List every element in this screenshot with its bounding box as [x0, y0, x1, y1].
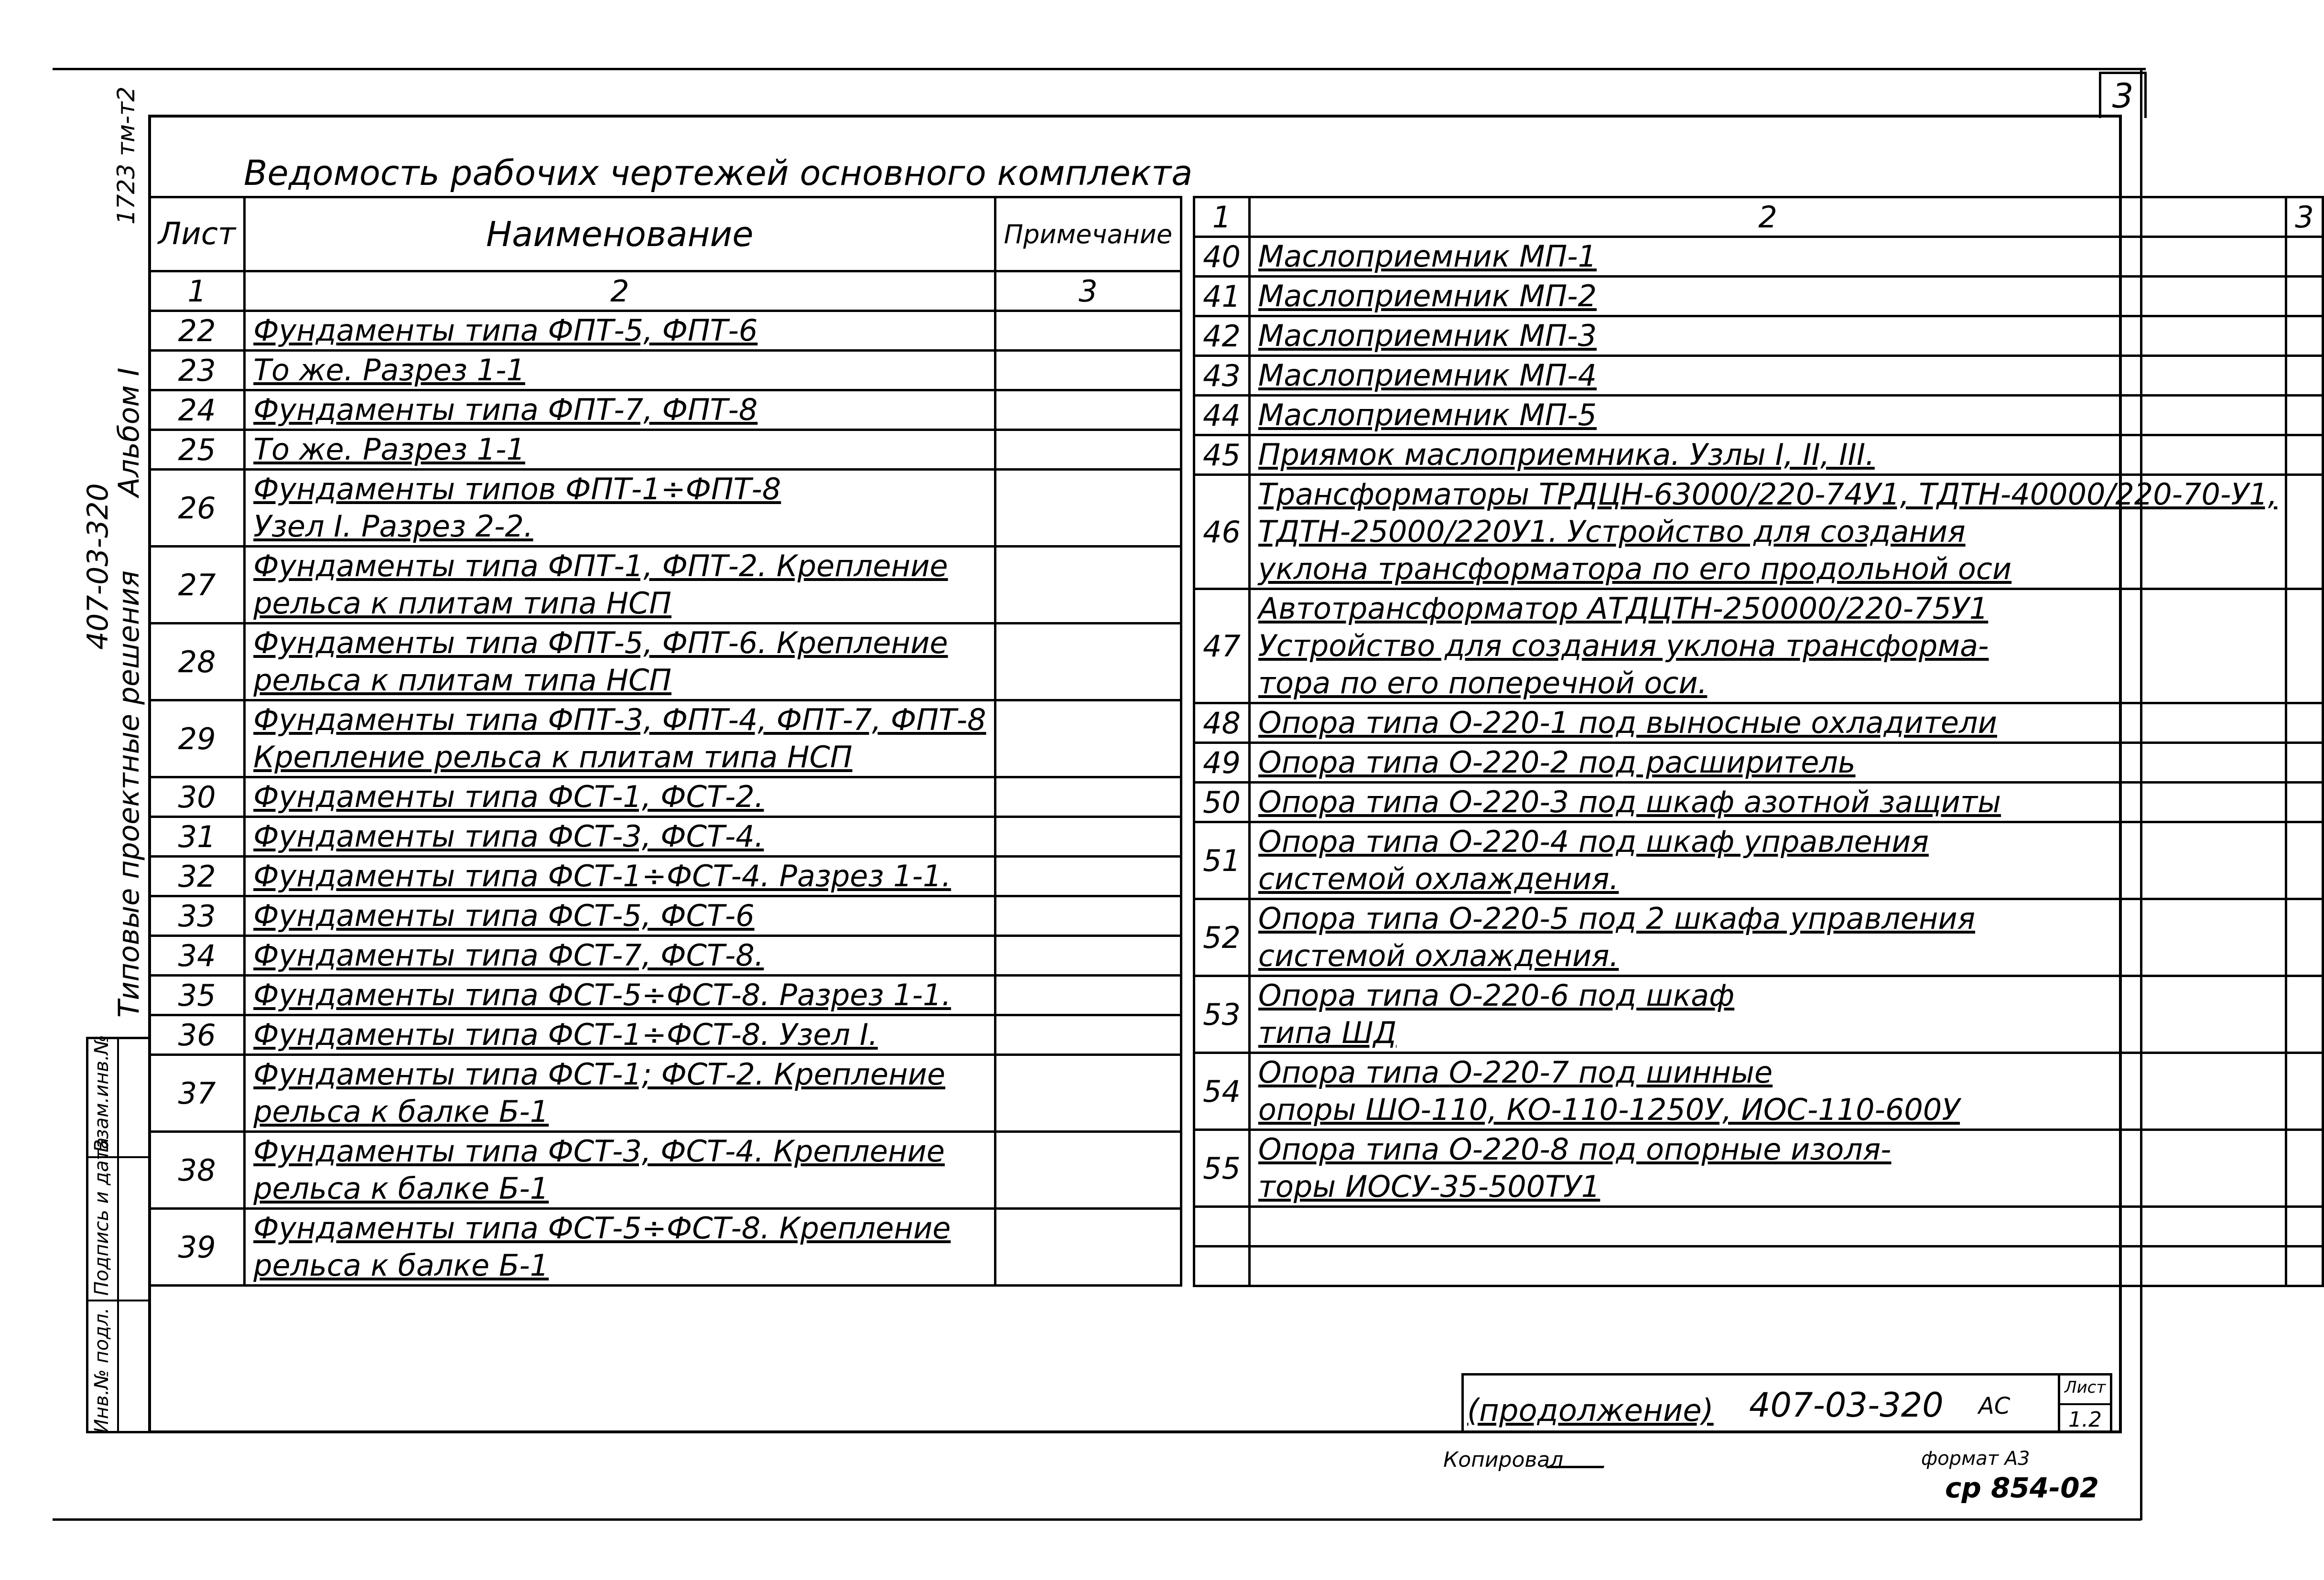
left-table-body [150, 311, 1181, 1286]
name-line: Фундаменты типа ФСТ-1÷ФСТ-8. Узел I. [253, 1017, 878, 1052]
note-cell [995, 817, 1181, 857]
sheet-number-cell: 35 [150, 976, 245, 1015]
table-row [1194, 396, 2323, 435]
name-cell [245, 390, 995, 430]
name-line: Узел I. Разрез 2-2. [253, 509, 533, 544]
name-line: Фундаменты типа ФСТ-5÷ФСТ-8. Разрез 1-1. [253, 978, 951, 1012]
table-row [150, 1015, 1181, 1055]
name-cell [1249, 1130, 2286, 1207]
name-cell [1249, 1053, 2286, 1130]
title-block-sheet-sep [2058, 1403, 2112, 1405]
side-stamp-sep-2 [86, 1300, 151, 1301]
sheet-number-cell: 40 [1194, 237, 1250, 277]
note-cell [2286, 976, 2323, 1053]
side-field-replacement: Взам.инв.№ [91, 1034, 113, 1152]
note-cell [995, 896, 1181, 936]
name-cell [1249, 703, 2286, 743]
name-cell [1249, 435, 2286, 475]
table-row [150, 976, 1181, 1015]
name-line: Маслоприемник МП-4 [1258, 358, 1597, 393]
format-label: формат А3 [1921, 1448, 2030, 1470]
name-cell [245, 470, 995, 547]
name-line: Опора типа О-220-6 под шкаф [1258, 978, 1735, 1013]
sheet-number-cell: 46 [1194, 475, 1250, 589]
name-line: рельса к балке Б-1 [253, 1248, 549, 1283]
name-line: Фундаменты типа ФСТ-5÷ФСТ-8. Крепление [253, 1211, 951, 1246]
name-cell [1249, 475, 2286, 589]
name-line: рельса к плитам типа НСП [253, 586, 672, 621]
table-row [150, 1055, 1181, 1132]
continuation-label: (продолжение) [1467, 1393, 1714, 1429]
name-cell [245, 623, 995, 700]
note-cell [2286, 316, 2323, 356]
name-line: Фундаменты типа ФСТ-3, ФСТ-4. Крепление [253, 1134, 945, 1169]
name-line: рельса к плитам типа НСП [253, 663, 672, 698]
note-cell [995, 351, 1181, 390]
table-row [1194, 589, 2323, 703]
title-mark: АС [1978, 1393, 2011, 1419]
name-line: торы ИОСУ-35-500ТУ1 [1258, 1169, 1600, 1204]
side-album: Альбом I [112, 367, 146, 497]
sheet-number-cell: 45 [1194, 435, 1250, 475]
sheet-number-cell: 54 [1194, 1053, 1250, 1130]
empty-cell [2286, 1207, 2323, 1247]
note-cell [995, 1015, 1181, 1055]
name-line: Автотрансформатор АТДЦТН-250000/220-75У1 [1258, 591, 1989, 626]
col-number-2: 2 [245, 271, 995, 311]
name-line: Устройство для создания уклона трансформа- [1258, 628, 1989, 663]
sheet-number-cell: 39 [150, 1209, 245, 1286]
sheet-number-cell: 43 [1194, 356, 1250, 396]
name-line: Маслоприемник МП-1 [1258, 239, 1597, 274]
name-line: Фундаменты типа ФСТ-5, ФСТ-6 [253, 898, 755, 933]
side-document-code: 407-03-320 [81, 483, 115, 650]
note-cell [995, 1132, 1181, 1209]
sheet-number-cell: 24 [150, 390, 245, 430]
name-line: Фундаменты типов ФПТ-1÷ФПТ-8 [253, 472, 781, 506]
title-document-code: 407-03-320 [1749, 1386, 1944, 1425]
sheet-number-cell: 22 [150, 311, 245, 351]
name-line: Фундаменты типа ФПТ-5, ФПТ-6 [253, 313, 758, 348]
note-cell [995, 311, 1181, 351]
name-line: типа ШД [1258, 1015, 1397, 1050]
name-line: Фундаменты типа ФСТ-3, ФСТ-4. [253, 819, 764, 854]
name-line: уклона трансформатора по его продольной оси [1258, 551, 2012, 586]
name-line: Маслоприемник МП-3 [1258, 318, 1597, 353]
name-cell [1249, 277, 2286, 316]
name-cell [1249, 899, 2286, 976]
name-cell [245, 311, 995, 351]
sheet-number-cell: 50 [1194, 783, 1250, 822]
sheet-number-cell: 25 [150, 430, 245, 470]
note-cell [995, 470, 1181, 547]
header-name: Наименование [245, 197, 995, 271]
name-cell [1249, 743, 2286, 783]
table-row [150, 896, 1181, 936]
name-cell [245, 857, 995, 896]
sheet-number-cell: 36 [150, 1015, 245, 1055]
top-border-line [53, 68, 2146, 70]
name-cell [245, 351, 995, 390]
table-row [150, 936, 1181, 976]
sheet-number-cell: 48 [1194, 703, 1250, 743]
sheet-number-cell: 33 [150, 896, 245, 936]
sheet-number-cell: 41 [1194, 277, 1250, 316]
name-cell [1249, 783, 2286, 822]
name-line: Фундаменты типа ФСТ-1; ФСТ-2. Крепление [253, 1057, 946, 1092]
name-line: Трансформаторы ТРДЦН-63000/220-74У1, ТДТН-40000/220-70-У1, [1258, 477, 2278, 512]
table-row [150, 311, 1181, 351]
name-cell [245, 1015, 995, 1055]
copied-label: Копировал [1443, 1448, 1564, 1472]
col-number-2: 2 [1249, 197, 2286, 237]
note-cell [2286, 743, 2323, 783]
note-cell [2286, 277, 2323, 316]
table-row [1194, 703, 2323, 743]
sheet-number-cell: 34 [150, 936, 245, 976]
sheet-corner-number: 3 [2099, 72, 2147, 118]
table-row [150, 470, 1181, 547]
name-line: рельса к балке Б-1 [253, 1094, 549, 1129]
title-sheet-label: Лист [2065, 1378, 2106, 1397]
name-line: То же. Разрез 1-1 [253, 353, 525, 387]
note-cell [995, 700, 1181, 777]
table-row [1194, 822, 2323, 899]
name-line: ТДТН-25000/220У1. Устройство для создания [1258, 514, 1966, 549]
name-cell [1249, 356, 2286, 396]
col-number-3: 3 [995, 271, 1181, 311]
name-line: Опора типа О-220-8 под опорные изоля- [1258, 1132, 1892, 1167]
empty-row [1194, 1207, 2323, 1247]
table-row [150, 700, 1181, 777]
order-number: ср 854-02 [1945, 1472, 2099, 1504]
name-line: Фундаменты типа ФСТ-1÷ФСТ-4. Разрез 1-1. [253, 859, 951, 893]
table-row [1194, 743, 2323, 783]
sheet-number-cell: 31 [150, 817, 245, 857]
name-cell [1249, 316, 2286, 356]
name-line: Фундаменты типа ФПТ-1, ФПТ-2. Крепление [253, 548, 948, 583]
bottom-border-line [53, 1518, 2141, 1521]
sheet-number-cell: 32 [150, 857, 245, 896]
table-row [1194, 237, 2323, 277]
name-cell [245, 1055, 995, 1132]
sheet-number-cell: 55 [1194, 1130, 1250, 1207]
name-cell [1249, 589, 2286, 703]
sheet-number-cell: 23 [150, 351, 245, 390]
sheet-number-cell: 28 [150, 623, 245, 700]
column-number-row [1194, 197, 2323, 237]
name-cell [245, 777, 995, 817]
table-row [150, 351, 1181, 390]
note-cell [2286, 703, 2323, 743]
col-number-1: 1 [150, 271, 245, 311]
empty-cell [1249, 1207, 2286, 1247]
column-number-row [150, 271, 1181, 311]
name-cell [1249, 822, 2286, 899]
note-cell [995, 430, 1181, 470]
name-line: Опора типа О-220-3 под шкаф азотной защиты [1258, 785, 2001, 819]
table-row [150, 817, 1181, 857]
table-row [1194, 356, 2323, 396]
name-cell [245, 700, 995, 777]
sheet-number-cell: 49 [1194, 743, 1250, 783]
left-drawing-list [148, 196, 1182, 1287]
note-cell [2286, 396, 2323, 435]
side-field-signature: Подпись и дата [91, 1137, 113, 1296]
name-line: системой охлаждения. [1258, 861, 1619, 896]
note-cell [2286, 356, 2323, 396]
empty-cell [1194, 1247, 1250, 1286]
name-line: Фундаменты типа ФСТ-1, ФСТ-2. [253, 779, 764, 814]
name-line: системой охлаждения. [1258, 938, 1619, 973]
table-row [1194, 1130, 2323, 1207]
name-cell [1249, 396, 2286, 435]
table-row [150, 1209, 1181, 1286]
sheet-number-cell: 38 [150, 1132, 245, 1209]
empty-cell [1194, 1207, 1250, 1247]
name-line: рельса к балке Б-1 [253, 1171, 549, 1206]
table-row [1194, 976, 2323, 1053]
sheet-number-cell: 27 [150, 547, 245, 623]
table-row [150, 1132, 1181, 1209]
col-number-1: 1 [1194, 197, 1250, 237]
sheet-number-cell: 52 [1194, 899, 1250, 976]
note-cell [995, 777, 1181, 817]
copied-signature [1546, 1456, 1608, 1468]
note-cell [995, 547, 1181, 623]
table-row [1194, 475, 2323, 589]
note-cell [2286, 435, 2323, 475]
name-cell [245, 1132, 995, 1209]
name-line: Фундаменты типа ФПТ-5, ФПТ-6. Крепление [253, 625, 948, 660]
name-line: Маслоприемник МП-5 [1258, 398, 1597, 432]
note-cell [2286, 475, 2323, 589]
note-cell [2286, 1053, 2323, 1130]
note-cell [995, 390, 1181, 430]
table-row [1194, 316, 2323, 356]
table-row [1194, 899, 2323, 976]
sheet-number-cell: 44 [1194, 396, 1250, 435]
name-cell [245, 430, 995, 470]
side-inventory: 1723 тм-т2 [112, 86, 140, 225]
name-cell [245, 1209, 995, 1286]
sheet-number-cell: 30 [150, 777, 245, 817]
name-cell [245, 896, 995, 936]
title-sheet-number: 1.2 [2068, 1408, 2102, 1432]
sheet-number-cell: 37 [150, 1055, 245, 1132]
name-cell [245, 817, 995, 857]
table-row [1194, 1053, 2323, 1130]
name-cell [1249, 237, 2286, 277]
header-sheet: Лист [150, 197, 245, 271]
note-cell [2286, 589, 2323, 703]
col-number-3: 3 [2286, 197, 2323, 237]
table-row [1194, 277, 2323, 316]
name-line: Крепление рельса к плитам типа НСП [253, 740, 853, 774]
name-line: Фундаменты типа ФСТ-7, ФСТ-8. [253, 938, 764, 973]
note-cell [2286, 899, 2323, 976]
name-cell [245, 547, 995, 623]
note-cell [2286, 237, 2323, 277]
table-row [150, 547, 1181, 623]
name-line: Опора типа О-220-1 под выносные охладители [1258, 705, 1997, 740]
side-field-inventory: Инв.№ подл. [91, 1307, 113, 1433]
sheet-number-cell: 29 [150, 700, 245, 777]
table-row [150, 430, 1181, 470]
table-row [150, 857, 1181, 896]
note-cell [995, 936, 1181, 976]
note-cell [995, 623, 1181, 700]
table-row [1194, 435, 2323, 475]
note-cell [995, 1055, 1181, 1132]
name-cell [245, 976, 995, 1015]
right-drawing-list [1193, 196, 2324, 1287]
name-line: Приямок маслоприемника. Узлы I, II, III. [1258, 437, 1875, 472]
empty-row [1194, 1247, 2323, 1286]
note-cell [995, 1209, 1181, 1286]
name-cell [245, 936, 995, 976]
sheet-number-cell: 53 [1194, 976, 1250, 1053]
table-row [150, 623, 1181, 700]
note-cell [995, 857, 1181, 896]
name-line: Маслоприемник МП-2 [1258, 279, 1597, 313]
header-row [150, 197, 1181, 271]
header-note: Примечание [995, 197, 1181, 271]
side-series: Типовые проектные решения [112, 570, 146, 1018]
name-line: Опора типа О-220-7 под шинные [1258, 1055, 1773, 1090]
right-table-body [1194, 237, 2323, 1286]
note-cell [2286, 822, 2323, 899]
empty-cell [2286, 1247, 2323, 1286]
name-line: Опора типа О-220-2 под расширитель [1258, 745, 1856, 780]
table-row [150, 390, 1181, 430]
name-line: То же. Разрез 1-1 [253, 432, 525, 467]
name-line: Фундаменты типа ФПТ-3, ФПТ-4, ФПТ-7, ФПТ-8 [253, 702, 986, 737]
side-stamp-divider [117, 1037, 119, 1433]
name-line: Опора типа О-220-5 под 2 шкафа управления [1258, 901, 1976, 936]
sheet-number-cell: 26 [150, 470, 245, 547]
note-cell [2286, 783, 2323, 822]
name-line: опоры ШО-110, КО-110-1250У, ИОС-110-600У [1258, 1092, 1960, 1127]
sheet-number-cell: 47 [1194, 589, 1250, 703]
name-line: тора по его поперечной оси. [1258, 666, 1708, 700]
empty-cell [1249, 1247, 2286, 1286]
name-line: Опора типа О-220-4 под шкаф управления [1258, 824, 1929, 859]
name-cell [1249, 976, 2286, 1053]
table-row [1194, 783, 2323, 822]
name-line: Фундаменты типа ФПТ-7, ФПТ-8 [253, 392, 758, 427]
page-title: Ведомость рабочих чертежей основного комплекта [244, 153, 1193, 193]
sheet-number-cell: 42 [1194, 316, 1250, 356]
note-cell [2286, 1130, 2323, 1207]
sheet-number-cell: 51 [1194, 822, 1250, 899]
table-row [150, 777, 1181, 817]
note-cell [995, 976, 1181, 1015]
